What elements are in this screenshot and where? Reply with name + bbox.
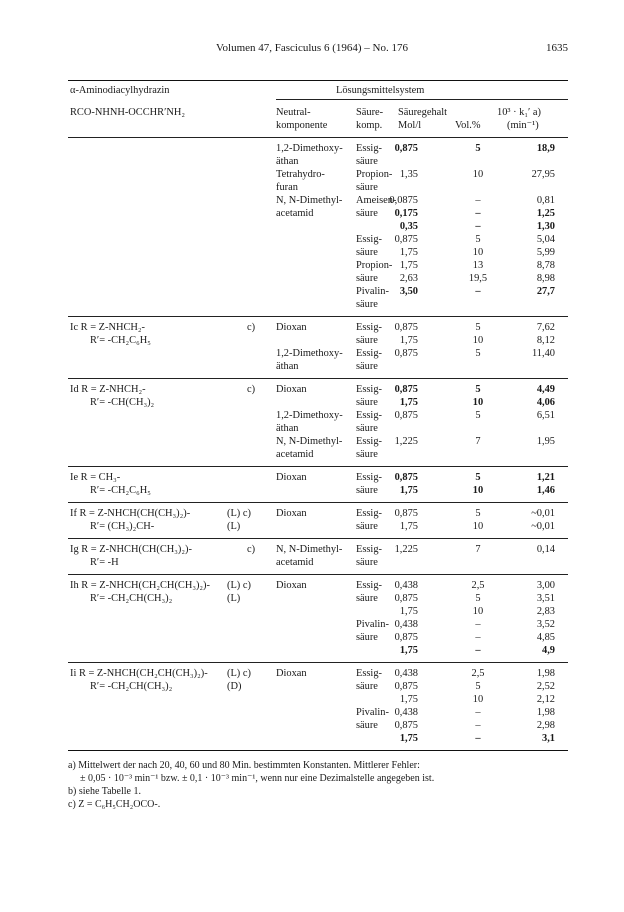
compound-footnote-ref: (L) c) — [227, 508, 251, 519]
mol-cell: 0,875 — [394, 384, 418, 395]
rate-cell: 1,21 — [536, 472, 555, 483]
mol-cell: 0,438 — [394, 580, 418, 591]
vol-cell: 10 — [472, 335, 484, 346]
vol-cell: 5 — [475, 322, 481, 333]
column-header-vol: Vol.% — [455, 120, 481, 131]
acid-component-cell: Essig- — [356, 508, 382, 519]
column-header-acid-2: komp. — [356, 120, 383, 131]
mol-cell: 0,875 — [394, 410, 418, 421]
mol-cell: 0,875 — [394, 143, 418, 154]
neutral-component-cell: Dioxan — [276, 384, 307, 395]
mol-cell: 1,75 — [399, 606, 418, 617]
neutral-component-cell: 1,2-Dimethoxy- — [276, 143, 343, 154]
column-header-compound: α-Aminodiacylhydrazin — [70, 85, 170, 96]
rate-cell: 1,95 — [536, 436, 555, 447]
acid-component-cell: Essig- — [356, 472, 382, 483]
rate-cell: 27,7 — [536, 286, 555, 297]
neutral-component-cell: N, N-Dimethyl- — [276, 544, 343, 555]
vol-cell: 5 — [475, 384, 481, 395]
vol-cell: – — [475, 707, 481, 718]
mol-cell: 0,875 — [394, 472, 418, 483]
rate-cell: ~0,01 — [531, 521, 555, 532]
vol-cell: 5 — [475, 681, 481, 692]
column-header-rate-unit: (min⁻¹) — [507, 120, 539, 131]
rate-cell: 4,49 — [536, 384, 555, 395]
table-top-rule — [68, 80, 568, 81]
acid-component-cell: säure — [356, 247, 378, 258]
acid-component-cell: säure — [356, 397, 378, 408]
rate-cell: 1,98 — [536, 707, 555, 718]
neutral-component-cell: acetamid — [276, 449, 314, 460]
mol-cell: 1,225 — [394, 544, 418, 555]
compound-label: Ih R = Z-NHCH(CH₂CH(CH₃)₂)- — [70, 580, 210, 591]
rate-cell: 8,78 — [536, 260, 555, 271]
mol-cell: 0,875 — [394, 348, 418, 359]
vol-cell: 5 — [475, 593, 481, 604]
rate-cell: 2,12 — [536, 694, 555, 705]
rate-cell: ~0,01 — [531, 508, 555, 519]
rate-cell: 1,98 — [536, 668, 555, 679]
column-header-solvent-system: Lösungsmittelsystem — [336, 85, 425, 96]
vol-cell: 5 — [475, 472, 481, 483]
vol-cell: – — [475, 720, 481, 731]
vol-cell: 10 — [472, 606, 484, 617]
compound-config: (D) — [227, 681, 242, 692]
acid-component-cell: säure — [356, 423, 378, 434]
vol-cell: 5 — [475, 234, 481, 245]
compound-substituent: R′= -CH₂C₆H₅ — [90, 335, 151, 346]
group-rule — [68, 502, 568, 503]
compound-label: Ii R = Z-NHCH(CH₂CH(CH₃)₂)- — [70, 668, 208, 679]
acid-component-cell: Propion- — [356, 169, 393, 180]
vol-cell: 10 — [472, 169, 484, 180]
rate-cell: 11,40 — [532, 348, 555, 359]
footnote: c) Z = C₆H₅CH₂OCO-. — [68, 799, 161, 810]
acid-component-cell: säure — [356, 361, 378, 372]
rate-cell: 18,9 — [536, 143, 555, 154]
compound-footnote-ref: (L) c) — [227, 580, 251, 591]
column-header-acid: Säure- — [356, 107, 384, 118]
vol-cell: – — [475, 619, 481, 630]
vol-cell: – — [475, 195, 481, 206]
compound-label: Ie R = CH₃- — [70, 472, 121, 483]
group-rule — [68, 316, 568, 317]
acid-component-cell: Pivalin- — [356, 619, 389, 630]
mol-cell: 0,875 — [394, 681, 418, 692]
acid-component-cell: Essig- — [356, 348, 382, 359]
compound-config: (L) — [227, 521, 241, 532]
mol-cell: 0,875 — [394, 632, 418, 643]
mol-cell: 1,75 — [399, 335, 418, 346]
vol-cell: 2,5 — [471, 580, 485, 591]
neutral-component-cell: Dioxan — [276, 668, 307, 679]
acid-component-cell: säure — [356, 335, 378, 346]
column-header-neutral: Neutral- — [276, 107, 311, 118]
rate-cell: 2,83 — [536, 606, 555, 617]
compound-config: (L) — [227, 593, 241, 604]
rate-cell: 1,25 — [536, 208, 555, 219]
acid-component-cell: säure — [356, 521, 378, 532]
neutral-component-cell: Dioxan — [276, 472, 307, 483]
acid-component-cell: Pivalin- — [356, 286, 389, 297]
mol-cell: 0,875 — [394, 508, 418, 519]
footnote: b) siehe Tabelle 1. — [68, 786, 141, 797]
acid-component-cell: Pivalin- — [356, 707, 389, 718]
acid-component-cell: Essig- — [356, 410, 382, 421]
vol-cell: 10 — [472, 485, 484, 496]
compound-substituent: R′= -CH(CH₃)₂ — [90, 397, 155, 408]
rate-cell: 27,95 — [531, 169, 555, 180]
acid-component-cell: säure — [356, 557, 378, 568]
running-head: Volumen 47, Fasciculus 6 (1964) – No. 176 — [216, 42, 408, 54]
vol-cell: 5 — [475, 410, 481, 421]
mol-cell: 1,75 — [399, 694, 418, 705]
compound-substituent: R′= -H — [90, 557, 119, 568]
vol-cell: – — [475, 286, 481, 297]
mol-cell: 1,75 — [399, 521, 418, 532]
vol-cell: 7 — [475, 436, 481, 447]
compound-substituent: R′= -CH₂CH(CH₃)₂ — [90, 593, 173, 604]
vol-cell: 19,5 — [468, 273, 488, 284]
mol-cell: 0,175 — [394, 208, 418, 219]
neutral-component-cell: 1,2-Dimethoxy- — [276, 410, 343, 421]
compound-substituent: R′= -CH₂C₆H₅ — [90, 485, 151, 496]
header-bottom-rule — [68, 137, 568, 138]
acid-component-cell: säure — [356, 156, 378, 167]
group-rule — [68, 538, 568, 539]
mol-cell: 0,875 — [394, 234, 418, 245]
group-rule — [68, 574, 568, 575]
acid-component-cell: säure — [356, 485, 378, 496]
neutral-component-cell: äthan — [276, 361, 299, 372]
acid-component-cell: Essig- — [356, 544, 382, 555]
solvent-header-rule — [276, 99, 568, 100]
acid-component-cell: säure — [356, 273, 378, 284]
rate-cell: 5,04 — [536, 234, 555, 245]
neutral-component-cell: Dioxan — [276, 580, 307, 591]
mol-cell: 1,35 — [399, 169, 418, 180]
rate-cell: 2,52 — [536, 681, 555, 692]
acid-component-cell: Essig- — [356, 580, 382, 591]
vol-cell: 2,5 — [471, 668, 485, 679]
neutral-component-cell: acetamid — [276, 208, 314, 219]
group-rule — [68, 662, 568, 663]
compound-footnote-ref: c) — [247, 384, 256, 395]
vol-cell: – — [475, 645, 481, 656]
vol-cell: – — [475, 632, 481, 643]
compound-substituent: R′= (CH₃)₂CH- — [90, 521, 155, 532]
group-rule — [68, 466, 568, 467]
rate-cell: 3,52 — [536, 619, 555, 630]
column-header-rate: 10³ · k₁′ a) — [497, 107, 541, 118]
footnote: a) Mittelwert der nach 20, 40, 60 und 80 Min. bestimmten Konstanten. Mittlerer Fehler: — [68, 760, 420, 771]
mol-cell: 0,875 — [394, 720, 418, 731]
vol-cell: 10 — [472, 521, 484, 532]
mol-cell: 1,75 — [399, 397, 418, 408]
vol-cell: 5 — [475, 143, 481, 154]
vol-cell: 13 — [472, 260, 484, 271]
rate-cell: 1,46 — [536, 485, 555, 496]
acid-component-cell: säure — [356, 720, 378, 731]
vol-cell: – — [475, 208, 481, 219]
rate-cell: 5,99 — [536, 247, 555, 258]
column-header-neutral-2: komponente — [276, 120, 328, 131]
mol-cell: 0,35 — [399, 221, 418, 232]
rate-cell: 6,51 — [536, 410, 555, 421]
neutral-component-cell: N, N-Dimethyl- — [276, 436, 343, 447]
rate-cell: 0,14 — [536, 544, 555, 555]
mol-cell: 0,0875 — [389, 195, 418, 206]
mol-cell: 2,63 — [399, 273, 418, 284]
acid-component-cell: Essig- — [356, 668, 382, 679]
acid-component-cell: Essig- — [356, 143, 382, 154]
acid-component-cell: säure — [356, 182, 378, 193]
neutral-component-cell: 1,2-Dimethoxy- — [276, 348, 343, 359]
acid-component-cell: Ameisen- — [356, 195, 397, 206]
rate-cell: 4,9 — [542, 645, 555, 656]
group-rule — [68, 378, 568, 379]
mol-cell: 0,875 — [394, 322, 418, 333]
mol-cell: 3,50 — [399, 286, 418, 297]
rate-cell: 4,85 — [536, 632, 555, 643]
neutral-component-cell: Dioxan — [276, 508, 307, 519]
neutral-component-cell: N, N-Dimethyl- — [276, 195, 343, 206]
compound-label: Ic R = Z-NHCH₂- — [70, 322, 145, 333]
acid-component-cell: Essig- — [356, 322, 382, 333]
mol-cell: 0,875 — [394, 593, 418, 604]
rate-cell: 1,30 — [536, 221, 555, 232]
column-header-mol: Mol/l — [398, 120, 422, 131]
mol-cell: 1,75 — [399, 733, 418, 744]
vol-cell: 10 — [472, 397, 484, 408]
column-header-acid-content: Säuregehalt — [398, 107, 448, 118]
rate-cell: 7,62 — [536, 322, 555, 333]
mol-cell: 0,438 — [394, 668, 418, 679]
neutral-component-cell: acetamid — [276, 557, 314, 568]
rate-cell: 3,00 — [536, 580, 555, 591]
compound-label: Ig R = Z-NHCH(CH(CH₃)₂)- — [70, 544, 192, 555]
acid-component-cell: Essig- — [356, 384, 382, 395]
compound-label: Id R = Z-NHCH₂- — [70, 384, 146, 395]
neutral-component-cell: äthan — [276, 156, 299, 167]
acid-component-cell: säure — [356, 449, 378, 460]
mol-cell: 1,75 — [399, 247, 418, 258]
neutral-component-cell: furan — [276, 182, 298, 193]
mol-cell: 1,75 — [399, 260, 418, 271]
neutral-component-cell: Dioxan — [276, 322, 307, 333]
compound-footnote-ref: c) — [247, 322, 256, 333]
compound-footnote-ref: (L) c) — [227, 668, 251, 679]
vol-cell: 5 — [475, 508, 481, 519]
mol-cell: 1,225 — [394, 436, 418, 447]
vol-cell: 10 — [472, 247, 484, 258]
mol-cell: 0,438 — [394, 707, 418, 718]
acid-component-cell: säure — [356, 632, 378, 643]
acid-component-cell: säure — [356, 593, 378, 604]
acid-component-cell: Essig- — [356, 436, 382, 447]
compound-substituent: R′= -CH₂CH(CH₃)₂ — [90, 681, 173, 692]
rate-cell: 4,06 — [536, 397, 555, 408]
vol-cell: – — [475, 221, 481, 232]
acid-component-cell: Propion- — [356, 260, 393, 271]
rate-cell: 8,12 — [536, 335, 555, 346]
vol-cell: 10 — [472, 694, 484, 705]
vol-cell: 5 — [475, 348, 481, 359]
page-number: 1635 — [546, 42, 568, 54]
rate-cell: 0,81 — [536, 195, 555, 206]
mol-cell: 0,438 — [394, 619, 418, 630]
rate-cell: 3,51 — [536, 593, 555, 604]
vol-cell: 7 — [475, 544, 481, 555]
compound-label: If R = Z-NHCH(CH(CH₃)₂)- — [70, 508, 191, 519]
footnote: ± 0,05 · 10⁻³ min⁻¹ bzw. ± 0,1 · 10⁻³ min⁻¹, wenn nur eine Dezimalstelle angegeben ist. — [80, 773, 435, 784]
mol-cell: 1,75 — [399, 485, 418, 496]
rate-cell: 8,98 — [536, 273, 555, 284]
compound-footnote-ref: c) — [247, 544, 256, 555]
neutral-component-cell: Tetrahydro- — [276, 169, 325, 180]
neutral-component-cell: äthan — [276, 423, 299, 434]
acid-component-cell: säure — [356, 681, 378, 692]
rate-cell: 3,1 — [542, 733, 555, 744]
acid-component-cell: säure — [356, 208, 378, 219]
vol-cell: – — [475, 733, 481, 744]
rate-cell: 2,98 — [536, 720, 555, 731]
acid-component-cell: Essig- — [356, 234, 382, 245]
column-header-formula: RCO-NHNH-OCCHR′NH₂ — [70, 107, 186, 118]
group-rule — [68, 750, 568, 751]
acid-component-cell: säure — [356, 299, 378, 310]
mol-cell: 1,75 — [399, 645, 418, 656]
